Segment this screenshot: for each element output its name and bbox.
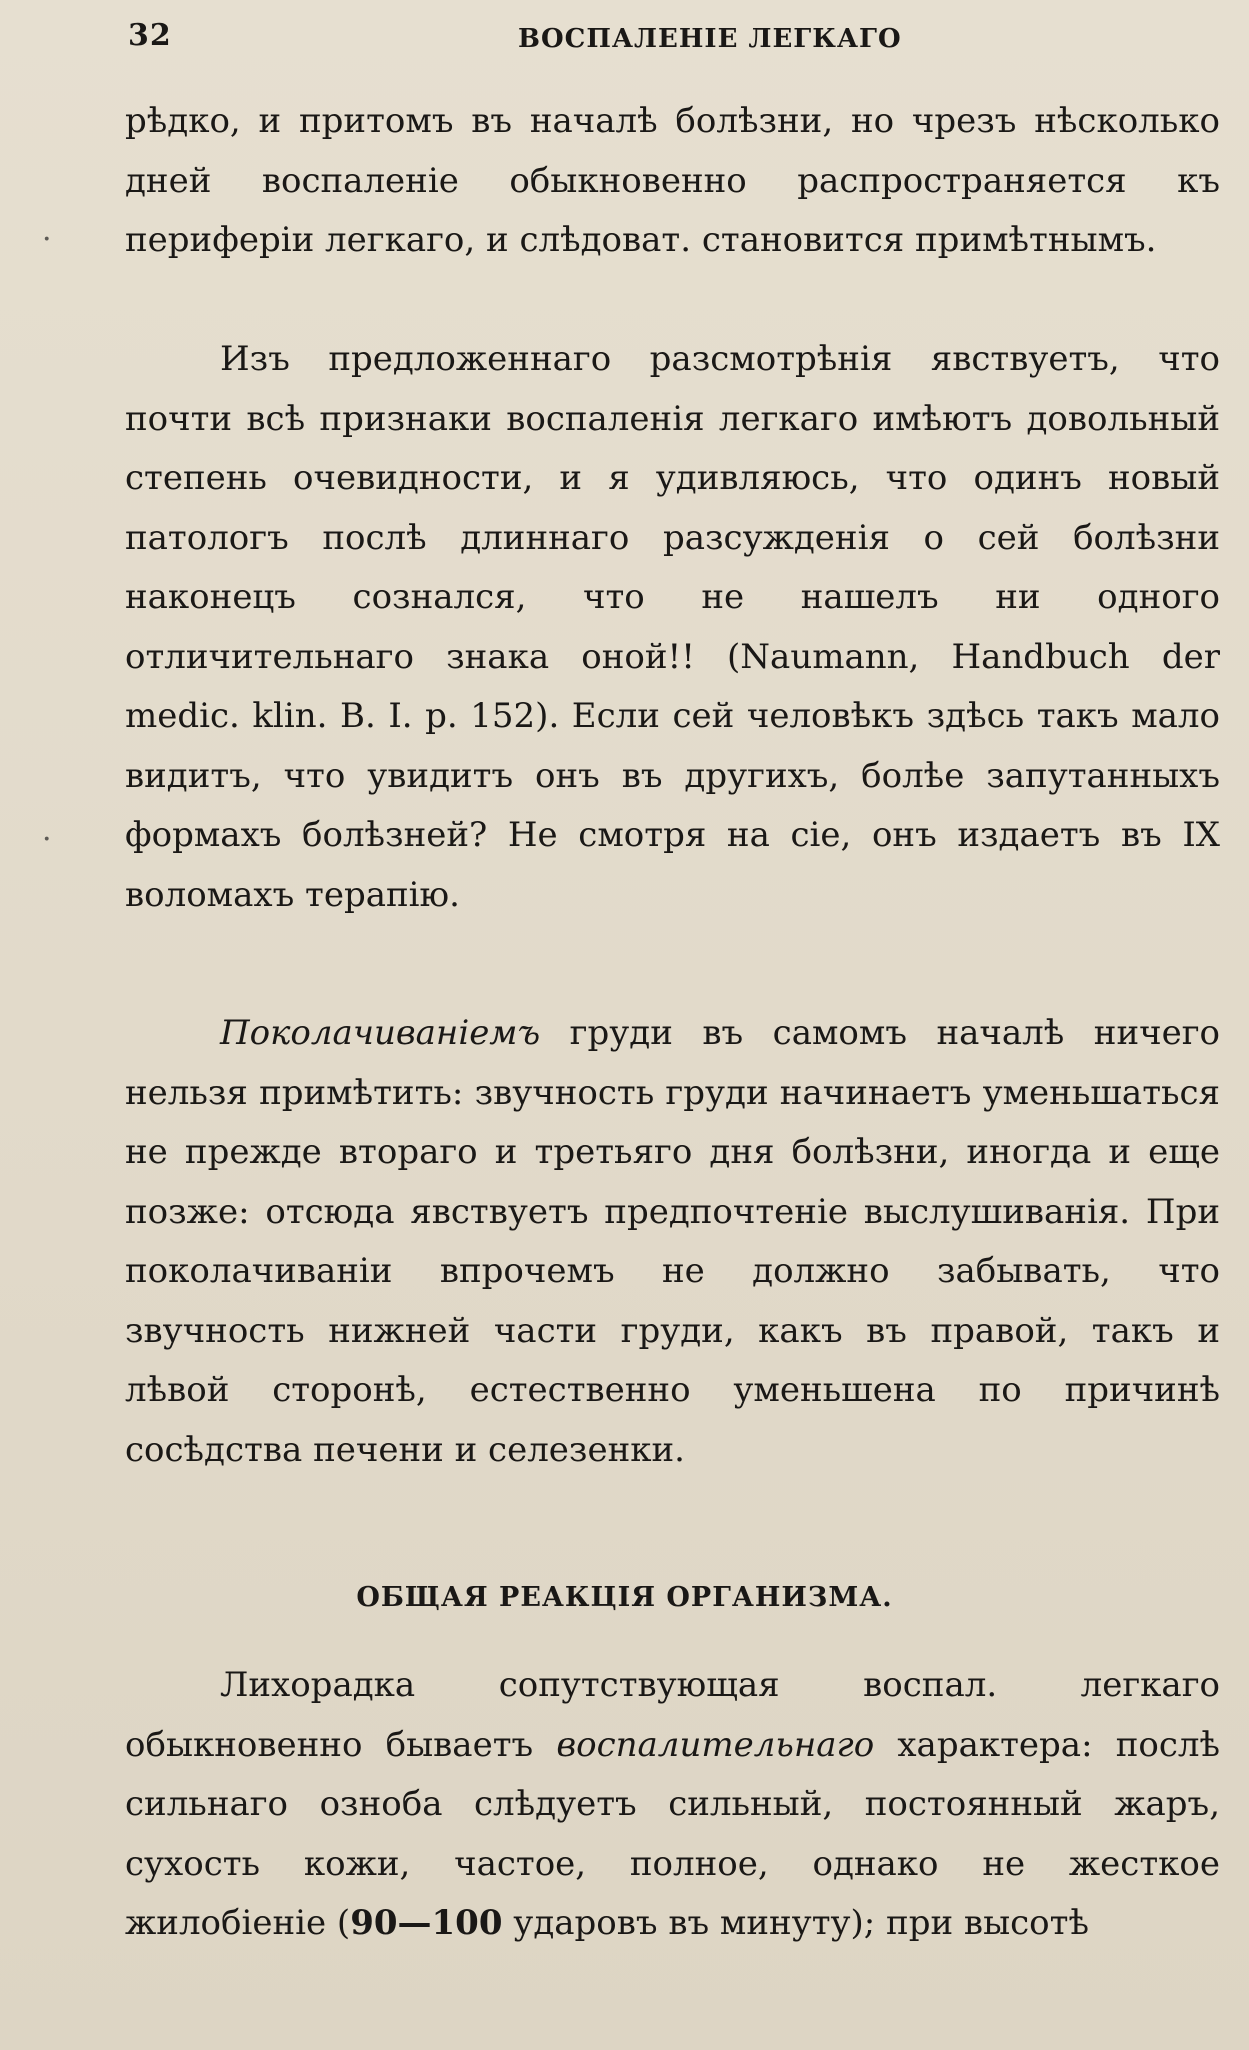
paragraph-percussion-text: груди въ самомъ началѣ ничего нельзя примѣтить: звучность груди начинаетъ уменьшаться не прежде втораго и третьяго дня болѣзни, иногда и еще позже: отсюда явствуетъ предпочтеніе выслушиванія. При поколачиваніи впрочемъ не должно забывать, что звучность нижней части груди, какъ въ правой, такъ и лѣвой сторонѣ, естественно уменьшена по причинѣ сосѣдства печени и селезенки.: [125, 1013, 1220, 1470]
fever-text-1: Лихорадка сопутствующая воспал. легкаго обыкновенно бываетъ: [125, 1665, 1220, 1765]
page-header: [128, 12, 1128, 62]
paragraph-fever: [125, 1656, 1220, 1954]
paragraph-continuation: рѣдко, и притомъ въ началѣ болѣзни, но чрезъ нѣсколько дней воспаленіе обыкновенно распространяется къ периферіи легкаго, и слѣдоват. становится примѣтнымъ.: [125, 101, 1220, 260]
paragraph-percussion: [125, 1004, 1220, 1480]
margin-dot: ·: [42, 822, 52, 857]
page-number: 32: [128, 18, 172, 53]
running-title: ВОСПАЛЕНІЕ ЛЕГКАГО: [518, 24, 902, 54]
fever-text-2: характера: послѣ сильнаго озноба слѣдуетъ сильный, постоянный жаръ, сухость кожи, частое, полное, однако не жесткое жилобіеніе (: [125, 1724, 1220, 1943]
margin-dot: ·: [42, 222, 52, 257]
italic-term: Поколачиваніемъ: [220, 1013, 541, 1053]
italic-term: воспалительнаго: [556, 1724, 875, 1765]
fever-text-3: ударовъ въ минуту); при высотѣ: [502, 1903, 1089, 1943]
pulse-range: 90—100: [350, 1903, 503, 1943]
section-heading: ОБЩАЯ РЕАКЦІЯ ОРГАНИЗМА.: [356, 1582, 893, 1613]
paragraph-diagnosis: Изъ предложеннаго разсмотрѣнія явствуетъ, что почти всѣ признаки воспаленія легкаго имѣютъ довольный степень очевидности, и я удивляюсь, что одинъ новый патологъ послѣ длиннаго разсужденія о сей болѣзни наконецъ сознался, что не нашелъ ни одного отличительнаго знака оной!! (Naumann, Handbuch der medic. klin. B. I. p. 152). Если сей человѣкъ здѣсь такъ мало видитъ, что увидитъ онъ въ другихъ, болѣе запутанныхъ формахъ болѣзней? Не смотря на сіе, онъ издаетъ въ IX воломахъ терапію.: [125, 339, 1220, 915]
